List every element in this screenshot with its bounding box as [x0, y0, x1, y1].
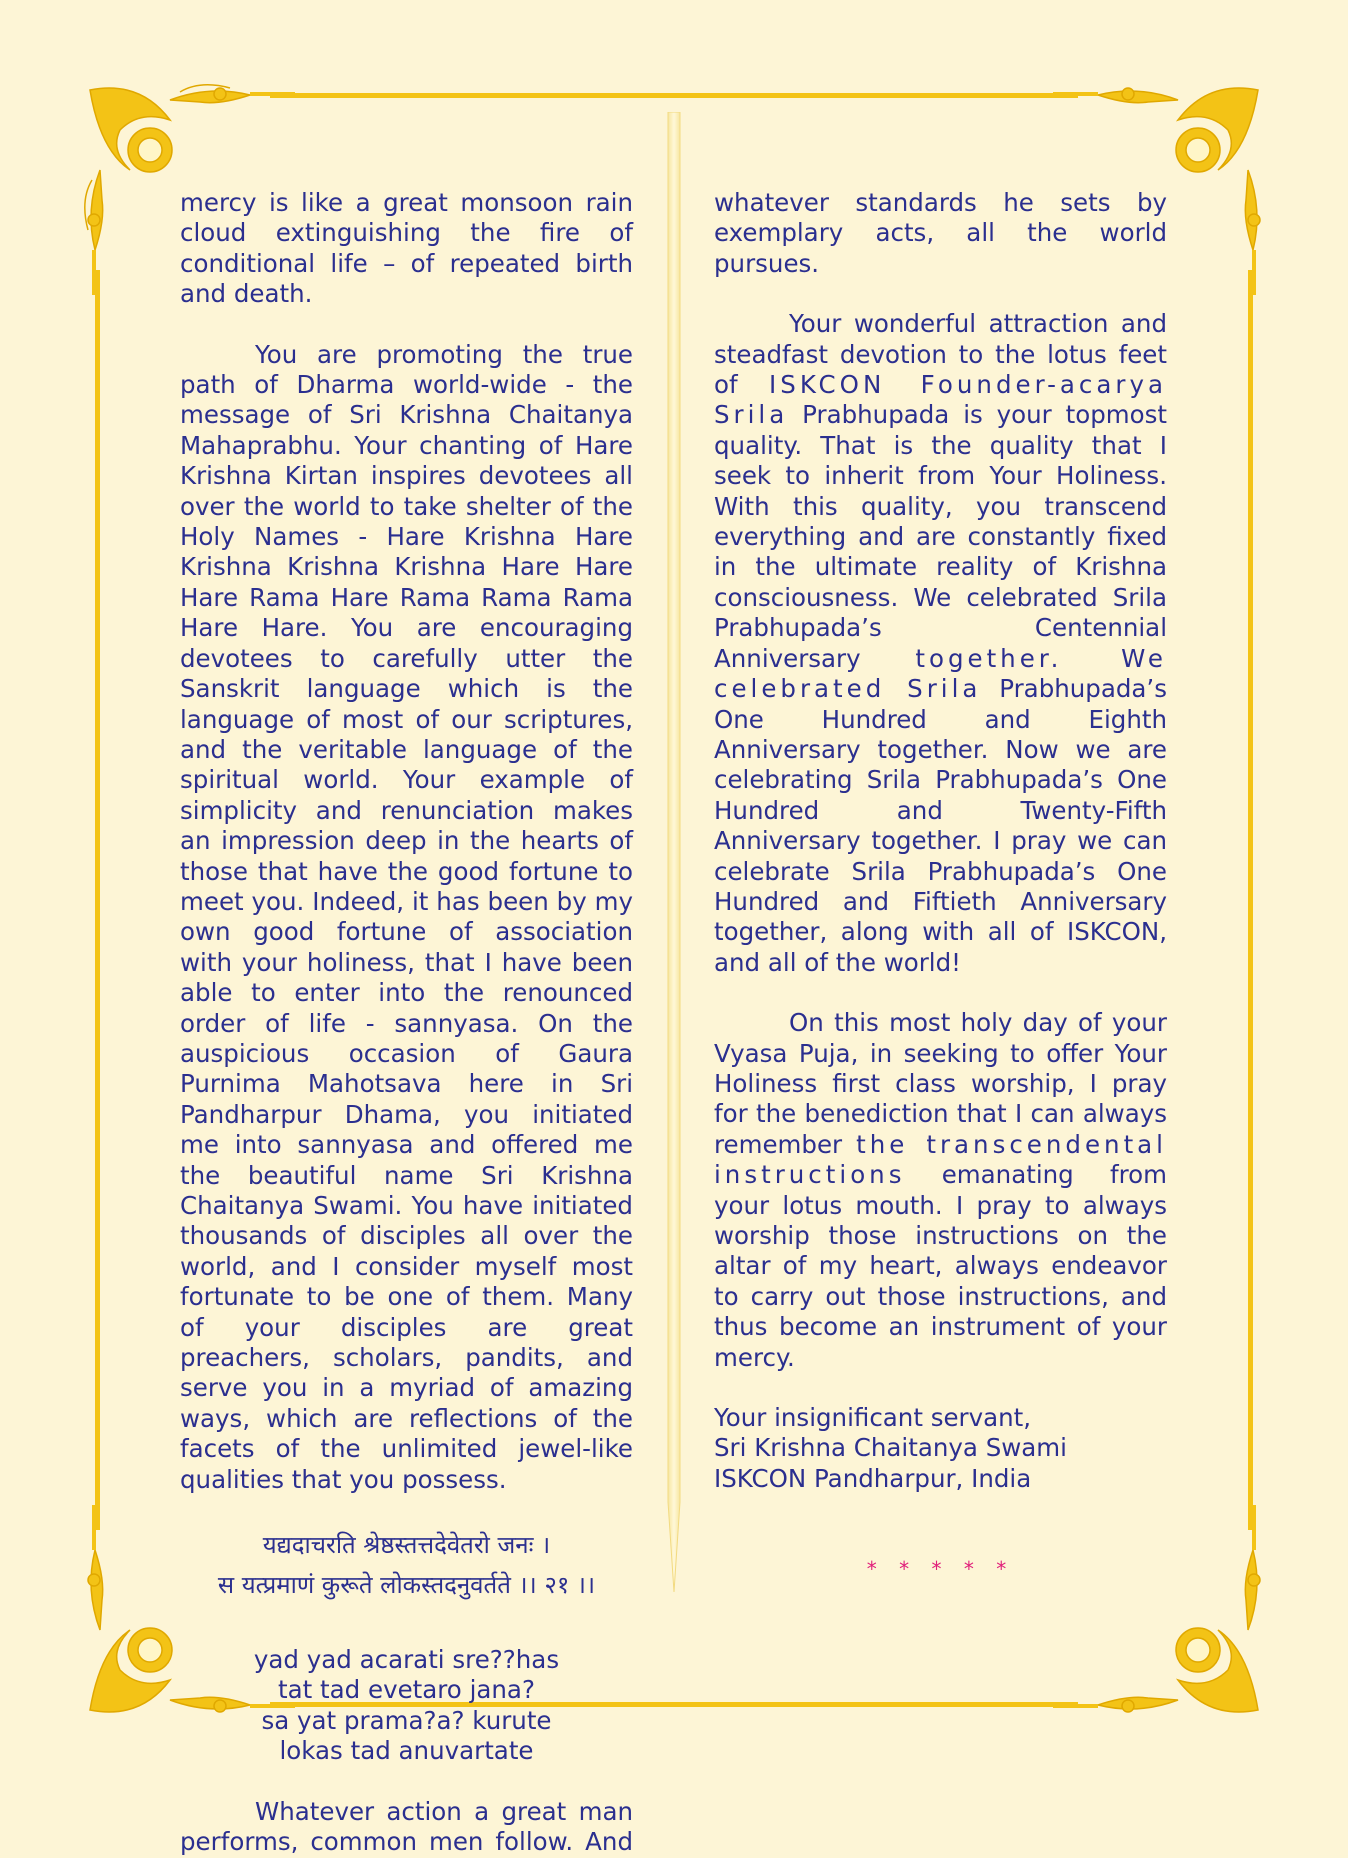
right-paragraph-2-part-e: Prabhupada’s One Hundred and Eighth Anniversary together. Now we are celebrating Srila Prabhupada’s One Hundred and Twenty-Fifth Anniversary together. I pray we can celebrate Srila Prabhupada’s One Hundred and Fiftieth Anniversary together, along with all of ISKCON, and all of the world!: [714, 674, 1167, 977]
right-paragraph-3: [714, 1008, 1167, 1373]
sanskrit-line-1: यद्यदाचरति श्रेष्ठस्तत्तदेवेतरो जनः ।: [262, 1531, 551, 1560]
right-paragraph-2-part-c: Prabhupada is your topmost quality. That is the quality that I seek to inherit from Your Holiness. With this quality, you transcend everything and are constantly fixed in the ultimate reality of Krishna consciousness. We celebrated Srila Prabhupada’s Centennial Anniversary: [714, 400, 1167, 673]
section-end-stars: * * * * *: [866, 1557, 1015, 1582]
left-paragraph-1: mercy is like a great monsoon rain cloud extinguishing the fire of conditional life – of repeated birth and death.: [180, 188, 633, 309]
right-paragraph-2-part-d: together. We celebrated Srila: [714, 643, 1167, 704]
left-paragraph-3: Whatever action a great man performs, common men follow. And: [180, 1796, 633, 1857]
signature-place: ISKCON Pandharpur, India: [714, 1463, 1032, 1493]
signature-block: [714, 1403, 1167, 1494]
sanskrit-verse: [180, 1525, 633, 1605]
left-paragraph-2: You are promoting the true path of Dharma world-wide - the message of Sri Krishna Chaitanya Mahaprabhu. Your chanting of Hare Krishna Kirtan inspires devotees all over the world to take shelter of the Holy Names - Hare Krishna Hare Krishna Krishna Krishna Hare Hare Hare Rama Hare Rama Rama Rama Hare Hare. You are encouraging devotees to carefully utter the Sanskrit language which is the language of most of our scriptures, and the veritable language of the spiritual world. Your example of simplicity and renunciation makes an impression deep in the hearts of those that have the good fortune to meet you. Indeed, it has been by my own good fortune of association with your holiness, that I have been able to enter into the renounced order of life - sannyasa. On the auspicious occasion of Gaura Purnima Mahotsava here in Sri Pandharpur Dhama, you initiated me into sannyasa and offered me the beautiful name Sri Krishna Chaitanya Swami. You have initiated thousands of disciples all over the world, and I consider myself most fortunate to be one of them. Many of your disciples are great preachers, scholars, pandits, and serve you in a myriad of amazing ways, which are reflections of the facets of the unlimited jewel-like qualities that you possess.: [180, 339, 633, 1494]
translit-line-3: sa yat prama?a? kurute: [261, 1705, 552, 1735]
transliteration: [180, 1645, 633, 1767]
left-column: [180, 188, 633, 1858]
right-paragraph-3-part-b: the transcendental instructions: [714, 1129, 1167, 1190]
right-paragraph-3-part-a: On this most holy day of your Vyasa Puja, in seeking to offer Your Holiness first class worship, I pray for the benediction that I can always remember: [714, 1008, 1167, 1159]
right-paragraph-3-part-c: emanating from your lotus mouth. I pray to always worship those instructions on the altar of my heart, always endeavor to carry out those instructions, and thus become an instrument of your mercy.: [714, 1160, 1167, 1372]
translit-line-2: tat tad evetaro jana?: [278, 1675, 535, 1705]
right-paragraph-2: [714, 309, 1167, 978]
translit-line-4: lokas tad anuvartate: [279, 1736, 534, 1766]
right-paragraph-2-part-a: Your wonderful attraction and steadfast devotion to the lotus feet of: [714, 309, 1167, 400]
signature-name: Sri Krishna Chaitanya Swami: [714, 1433, 1067, 1463]
column-divider-icon: [662, 112, 686, 1592]
frame-top-border: [270, 93, 1078, 98]
right-column: [714, 188, 1167, 1585]
frame-right-border: [1248, 270, 1253, 1530]
sanskrit-line-2: स यत्प्रमाणं कुरूते लोकस्तदनुवर्तते ।। २१ ।।: [217, 1571, 596, 1600]
frame-left-border: [95, 270, 100, 1530]
signoff: Your insignificant servant,: [714, 1403, 1032, 1433]
right-paragraph-2-part-b: ISKCON Founder-acarya Srila: [714, 370, 1167, 430]
right-paragraph-1: whatever standards he sets by exemplary acts, all the world pursues.: [714, 188, 1167, 278]
translit-line-1: yad yad acarati sre??has: [253, 1645, 560, 1675]
